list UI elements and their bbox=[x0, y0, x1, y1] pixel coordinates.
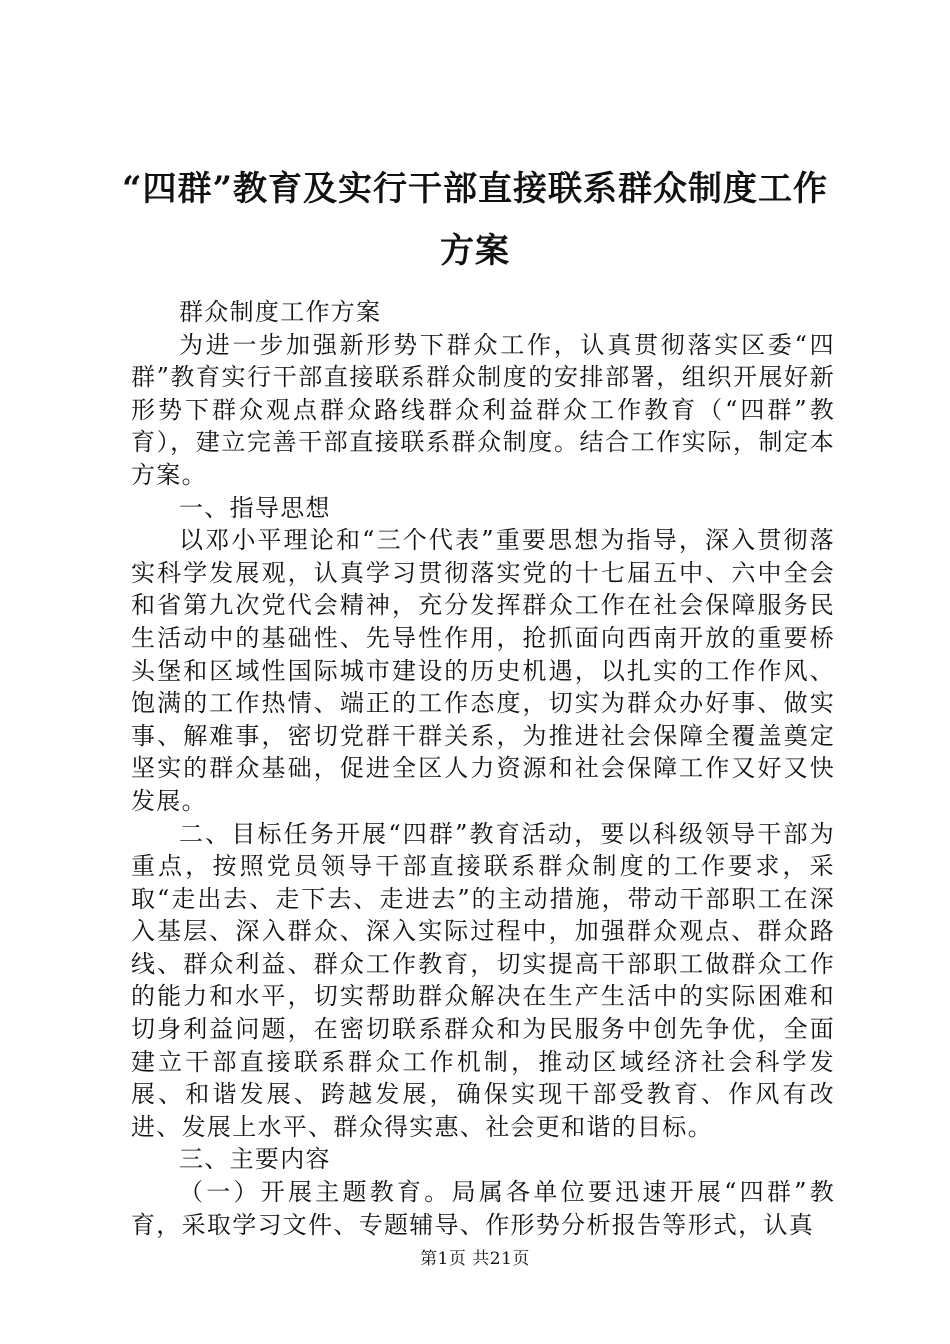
paragraph-guiding-ideology: 以邓小平理论和“三个代表”重要思想为指导，深入贯彻落实科学发展观，认真学习贯彻落实党的十七届五中、六中全会和省第九次党代会精神，充分发挥群众工作在社会保障服务民生活动中的基础性、先导性作用，抢抓面向西南开放的重要桥头堡和区域性国际城市建设的历史机遇，以扎实的工作作风、饱满的工作热情、端正的工作态度，切实为群众办好事、做实事、解难事，密切党群干群关系，为推进社会保障全覆盖奠定坚实的群众基础，促进全区人力资源和社会保障工作又好又快发展。 bbox=[131, 526, 835, 815]
page-number: 第1页 共21页 bbox=[420, 1249, 530, 1269]
document-body bbox=[131, 296, 835, 1241]
section-heading-guiding-ideology: 一、指导思想 bbox=[179, 493, 331, 522]
paragraph-intro: 为进一步加强新形势下群众工作，认真贯彻落实区委“四群”教育实行干部直接联系群众制度的安排部署，组织开展好新形势下群众观点群众路线群众利益群众工作教育（“四群”教育），建立完善干部直接联系群众制度。结合工作实际，制定本方案。 bbox=[131, 330, 835, 489]
section-heading-main-content: 三、主要内容 bbox=[179, 1145, 331, 1174]
paragraph-theme-education: （一）开展主题教育。局属各单位要迅速开展“四群”教育，采取学习文件、专题辅导、作形势分析报告等形式，认真 bbox=[131, 1178, 835, 1239]
paragraph-goals-tasks: 二、目标任务开展“四群”教育活动，要以科级领导干部为重点，按照党员领导干部直接联系群众制度的工作要求，采取“走出去、走下去、走进去”的主动措施，带动干部职工在深入基层、深入群众、深入实际过程中，加强群众观点、群众路线、群众利益、群众工作教育，切实提高干部职工做群众工作的能力和水平，切实帮助群众解决在生产生活中的实际困难和切身利益问题，在密切联系群众和为民服务中创先争优，全面建立干部直接联系群众工作机制，推动区域经济社会科学发展、和谐发展、跨越发展，确保实现干部受教育、作风有改进、发展上水平、群众得实惠、社会更和谐的目标。 bbox=[131, 819, 835, 1141]
document-title: “四群”教育及实行干部直接联系群众制度工作方案 bbox=[121, 169, 829, 271]
paragraph-subtitle: 群众制度工作方案 bbox=[179, 298, 382, 326]
